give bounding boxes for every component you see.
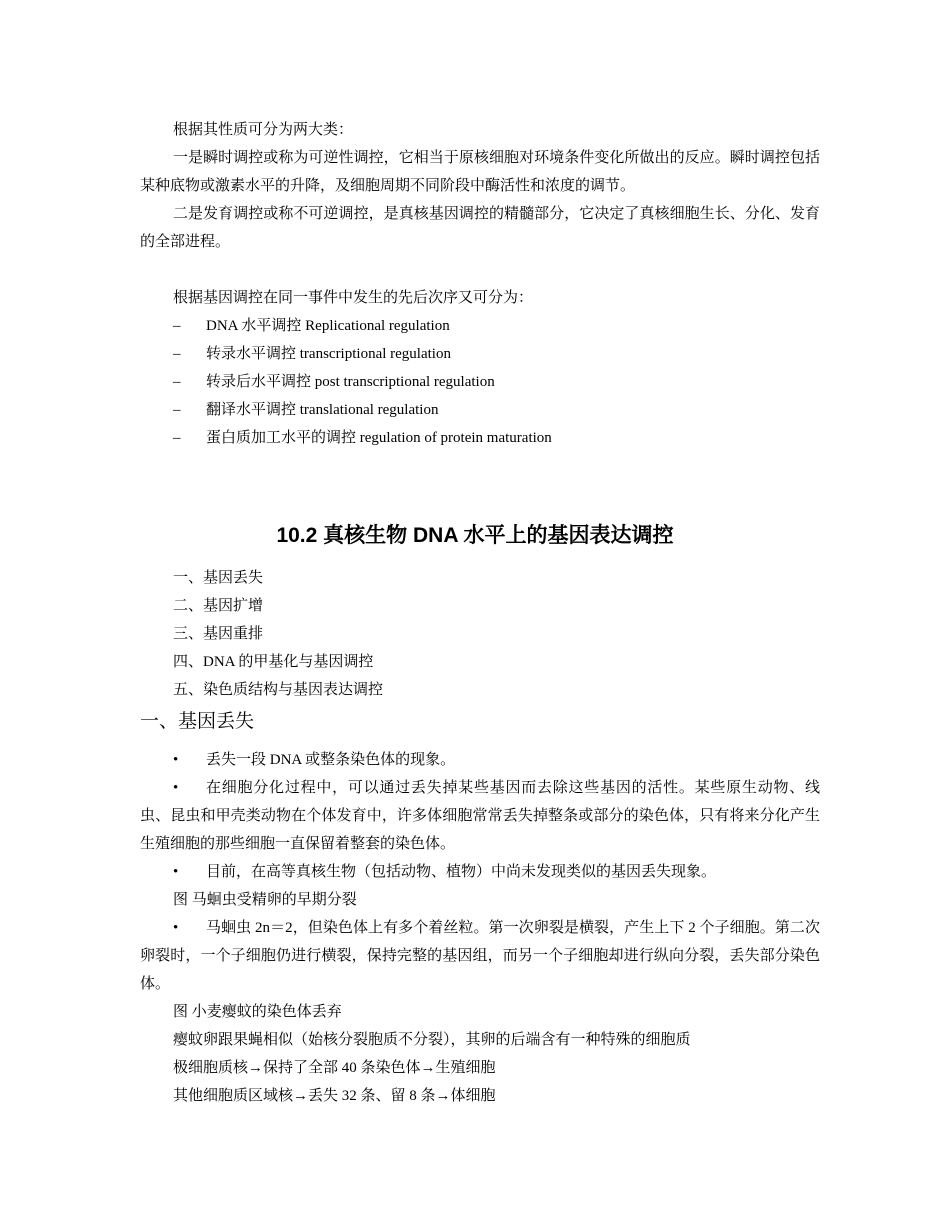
levels-intro: 根据基因调控在同一事件中发生的先后次序又可分为： [173,290,534,306]
dash-marker: – [173,402,181,418]
paragraph-developmental-regulation: 二是发育调控或称不可逆调控，是真核基因调控的精髓部分，它决定了真核细胞生长、分化、发育的全部进程。 [140,206,820,250]
list-item: 转录水平调控 transcriptional regulation [206,346,451,362]
bullet-paragraph: 在细胞分化过程中，可以通过丢失掉某些基因而去除这些基因的活性。某些原生动物、线虫、昆虫和甲壳类动物在个体发育中，许多体细胞常常丢失掉整条或部分的染色体，只有将来分化产生生殖细胞的那些细胞一直保留着整套的染色体。 [140,780,820,852]
list-item: 蛋白质加工水平的调控 regulation of protein maturation [206,430,552,446]
dash-marker: – [173,430,181,446]
list-item: DNA 水平调控 Replicational regulation [206,318,450,334]
bullet-marker: • [173,780,179,796]
bullet-text: 丢失一段 DNA 或整条染色体的现象。 [206,752,456,768]
figure-caption: 图 马蛔虫受精卵的早期分裂 [173,892,357,908]
outline-item: 一、基因丢失 [173,570,264,586]
bullet-paragraph: 马蛔虫 2n＝2，但染色体上有多个着丝粒。第一次卵裂是横裂，产生上下 2 个子细胞。第二次卵裂时，一个子细胞仍进行横裂，保持完整的基因组，而另一个子细胞却进行纵向分裂，丢失部分染色体。 [140,920,820,992]
dash-marker: – [173,346,181,362]
outline-item: 五、染色质结构与基因表达调控 [173,682,384,698]
paragraph-reversible-regulation: 一是瞬时调控或称为可逆性调控，它相当于原核细胞对环境条件变化所做出的反应。瞬时调控包括某种底物或激素水平的升降，及细胞周期不同阶段中酶活性和浓度的调节。 [140,150,820,194]
bullet-marker: • [173,864,179,880]
outline-item: 三、基因重排 [173,626,264,642]
dash-marker: – [173,374,181,390]
paragraph-line: 极细胞质核→保持了全部 40 条染色体→生殖细胞 [173,1060,496,1076]
classification-intro: 根据其性质可分为两大类： [173,122,354,138]
bullet-marker: • [173,920,179,936]
dash-marker: – [173,318,181,334]
section-heading: 10.2 真核生物 DNA 水平上的基因表达调控 [276,524,674,547]
paragraph-line: 瘿蚊卵跟果蝇相似（始核分裂胞质不分裂），其卵的后端含有一种特殊的细胞质 [173,1032,691,1048]
subsection-heading: 一、基因丢失 [140,711,255,732]
figure-caption: 图 小麦瘿蚊的染色体丢弃 [173,1004,342,1020]
outline-item: 四、DNA 的甲基化与基因调控 [173,654,374,670]
bullet-marker: • [173,752,179,768]
bullet-text: 目前，在高等真核生物（包括动物、植物）中尚未发现类似的基因丢失现象。 [206,864,717,880]
list-item: 转录后水平调控 post transcriptional regulation [206,374,495,390]
outline-item: 二、基因扩增 [173,598,264,614]
list-item: 翻译水平调控 translational regulation [206,402,439,418]
paragraph-line: 其他细胞质区域核→丢失 32 条、留 8 条→体细胞 [173,1088,496,1104]
